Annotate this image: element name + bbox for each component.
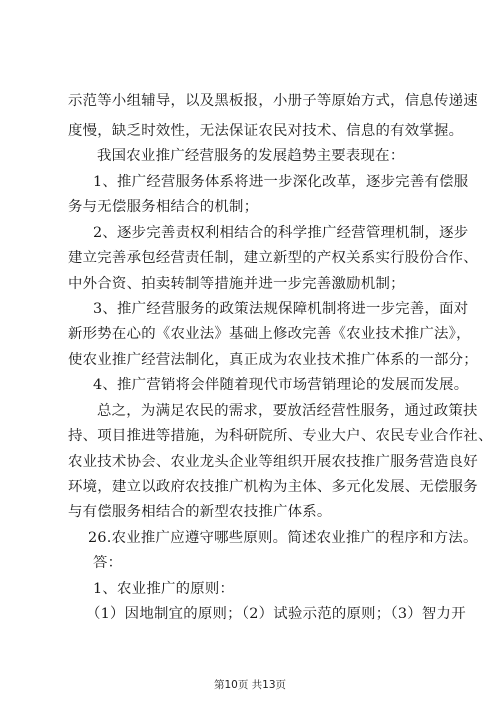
- text-line: 持、项目推进等措施，为科研院所、专业大户、农民专业合作社、: [68, 428, 493, 444]
- text-line: 农业技术协会、农业龙头企业等组织开展农技推广服务营造良好: [68, 454, 478, 470]
- text-line: 务与无偿服务相结合的机制；: [68, 199, 259, 215]
- text-line: 示范等小组辅导，以及黑板报，小册子等原始方式，信息传递速: [68, 93, 478, 109]
- text-line: 答：: [93, 555, 123, 571]
- text-line: 使农业推广经营法制化，真正成为农业技术推广体系的一部分；: [68, 352, 478, 368]
- text-line: 3、推广经营服务的政策法规保障机制将进一步完善，面对: [93, 301, 469, 317]
- text-line: 中外合资、拍卖转制等措施并进一步完善激励机制；: [68, 276, 405, 292]
- text-line: 建立完善承包经营责任制，建立新型的产权关系实行股份合作、: [68, 250, 478, 266]
- text-line: 我国农业推广经营服务的发展趋势主要表现在：: [97, 148, 405, 164]
- text-line: 与有偿服务相结合的新型农技推广体系。: [68, 504, 332, 520]
- text-line: 度慢，缺乏时效性，无法保证农民对技术、信息的有效掌握。: [68, 123, 464, 139]
- text-line: 1、推广经营服务体系将进一步深化改革，逐步完善有偿服: [93, 174, 469, 190]
- page-footer: 第10页 共13页: [213, 679, 287, 691]
- text-line: 总之，为满足农民的需求，要放活经营性服务，通过政策扶: [97, 403, 478, 419]
- text-line: 26.农业推广应遵守哪些原则。简述农业推广的程序和方法。: [88, 530, 478, 546]
- text-line: 新形势在心的《农业法》基础上修改完善《农业技术推广法》，: [68, 326, 471, 342]
- text-line: （1）因地制宜的原则；（2）试验示范的原则；（3）智力开: [86, 606, 466, 622]
- text-line: 2、逐步完善责权利相结合的科学推广经营管理机制，逐步: [93, 225, 469, 241]
- text-line: 环境，建立以政府农技推广机构为主体、多元化发展、无偿服务: [68, 479, 478, 495]
- text-line: 4、推广营销将会伴随着现代市场营销理论的发展而发展。: [93, 377, 469, 393]
- text-line: 1、农业推广的原则：: [93, 581, 235, 597]
